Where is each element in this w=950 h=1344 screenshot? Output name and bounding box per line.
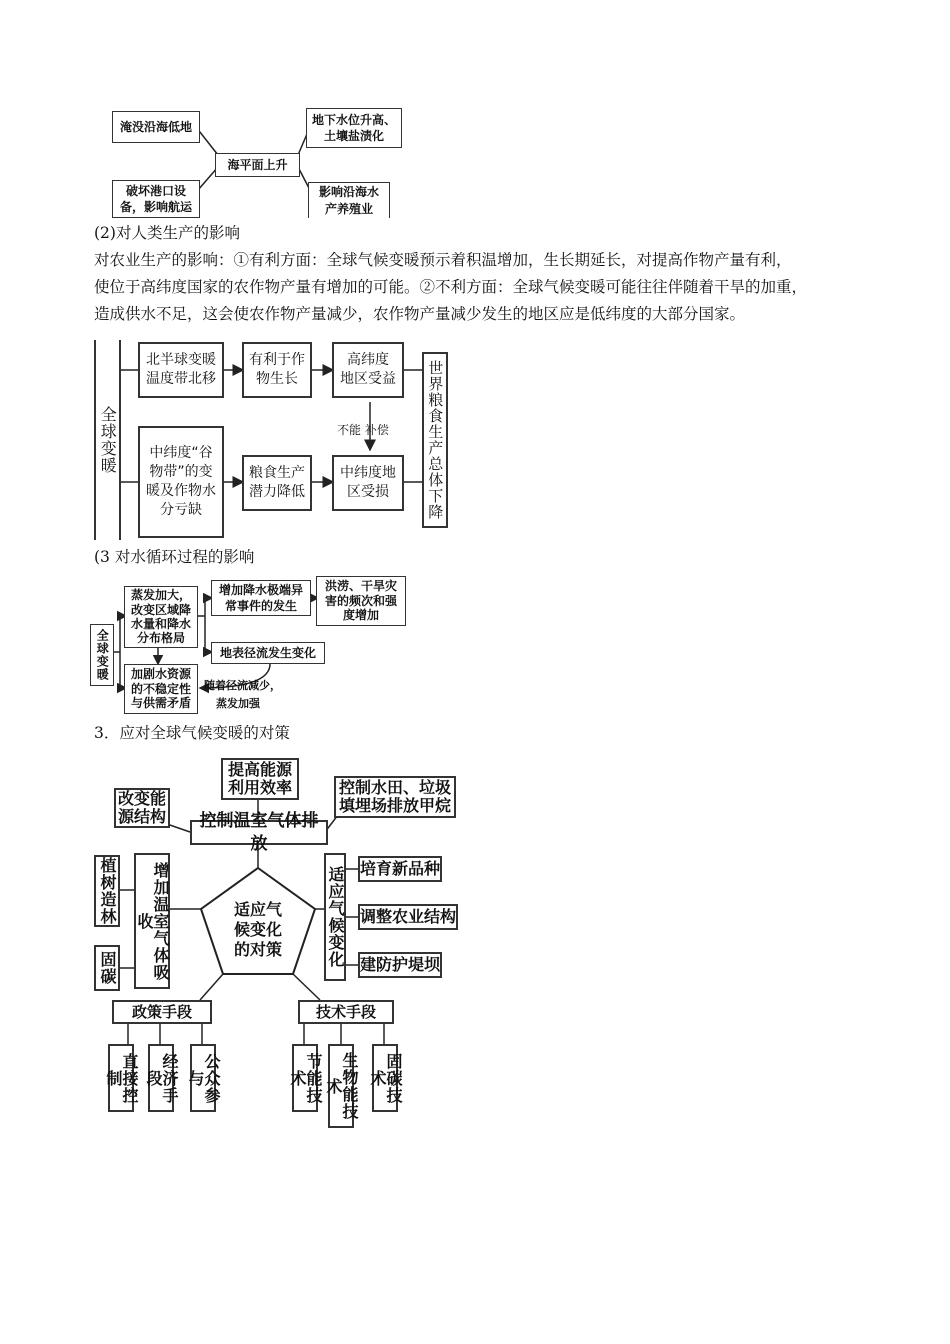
sea-level-port-box: 破坏港口设 备，影响航运 <box>112 180 200 218</box>
measures-public-box: 公众参与 <box>190 1044 216 1112</box>
agriculture-favorable-box: 有利于作 物生长 <box>242 342 312 398</box>
water-evaporation-box: 蒸发加大， 改变区域降 水量和降水 分布格局 <box>124 586 198 648</box>
water-runoff-note-2: 蒸发加强 <box>216 697 260 710</box>
agriculture-mid-lat-deficit-box: 中纬度“谷 物带”的变 暖及作物水 分亏缺 <box>138 426 224 538</box>
measures-energy-structure-box: 改变能 源结构 <box>114 788 170 828</box>
agriculture-world-grain-box: 世界粮食生产总体下降 <box>422 352 448 528</box>
agriculture-mid-lat-loss-box: 中纬度地 区受损 <box>332 455 404 511</box>
measures-direct-control-box: 直接控制 <box>108 1044 134 1112</box>
measures-bioenergy-box: 生物能技术 <box>328 1044 354 1128</box>
sea-level-aquaculture-box: 影响沿海水 产养殖业 <box>308 182 390 218</box>
section-2-line-3: 造成供水不足，这会使农作物产量减少，农作物产量减少发生的地区应是低纬度的大部分国家。 <box>94 305 746 323</box>
water-global-warming-box: 全球变暖 <box>90 624 114 686</box>
agriculture-global-warming-box: 全球变暖 <box>94 340 121 540</box>
measures-levee-box: 建防护堤坝 <box>358 952 442 978</box>
water-resource-box: 加剧水资源 的不稳定性 与供需矛盾 <box>124 664 198 714</box>
section-2-line-2: 使位于高纬度国家的农作物产量有增加的可能。②不利方面：全球气候变暖可能往往伴随着干旱的加重， <box>94 278 808 296</box>
measures-center-label: 适应气 候变化 的对策 <box>233 900 282 959</box>
measures-energy-saving-box: 节能技术 <box>292 1044 318 1112</box>
agriculture-north-shift-box: 北半球变暖 温度带北移 <box>138 342 224 398</box>
measures-energy-efficiency-box: 提高能源 利用效率 <box>221 758 299 800</box>
water-disaster-box: 洪涝、干旱灾 害的频次和强 度增加 <box>316 576 406 626</box>
measures-tech-box: 技术手段 <box>298 1000 394 1024</box>
sea-level-center-box: 海平面上升 <box>215 153 300 177</box>
agriculture-high-lat-benefit-box: 高纬度 地区受益 <box>332 342 404 398</box>
section-2-line-1: 对农业生产的影响：①有利方面：全球气候变暖预示着积温增加，生长期延长，对提高作物产量有利， <box>94 251 792 269</box>
measures-afforestation-box: 植树造林 <box>94 855 120 927</box>
section-4-heading: 3．应对全球气候变暖的对策 <box>94 724 290 742</box>
measures-control-emission-box: 控制温室气体排放 <box>190 820 328 845</box>
water-extreme-events-box: 增加降水极端异 常事件的发生 <box>211 580 311 616</box>
measures-carbon-fixation-box: 固碳 <box>94 945 120 991</box>
water-runoff-note-1: 随着径流减少， <box>204 679 281 692</box>
measures-new-variety-box: 培育新品种 <box>358 856 442 882</box>
section-2-heading: (2)对人类生产的影响 <box>94 224 240 242</box>
measures-adapt-box: 适应气候变化 <box>324 853 346 981</box>
water-runoff-box: 地表径流发生变化 <box>211 642 325 664</box>
measures-economic-box: 经济手段 <box>148 1044 174 1112</box>
sea-level-flood-box: 淹没沿海低地 <box>112 111 200 143</box>
measures-carbon-tech-box: 固碳技术 <box>372 1044 398 1112</box>
measures-policy-box: 政策手段 <box>112 1000 212 1024</box>
measures-methane-box: 控制水田、垃圾 填埋场排放甲烷 <box>334 776 456 818</box>
measures-adjust-agriculture-box: 调整农业结构 <box>358 904 458 930</box>
agriculture-potential-drop-box: 粮食生产 潜力降低 <box>242 455 312 511</box>
sea-level-groundwater-box: 地下水位升高、 土壤盐渍化 <box>306 108 402 148</box>
section-3-heading: (3 对水循环过程的影响 <box>94 548 255 566</box>
measures-increase-absorption-box: 增加温室气体吸收 <box>134 853 170 989</box>
agriculture-no-compensation-note: 不能 补偿 <box>337 423 389 437</box>
